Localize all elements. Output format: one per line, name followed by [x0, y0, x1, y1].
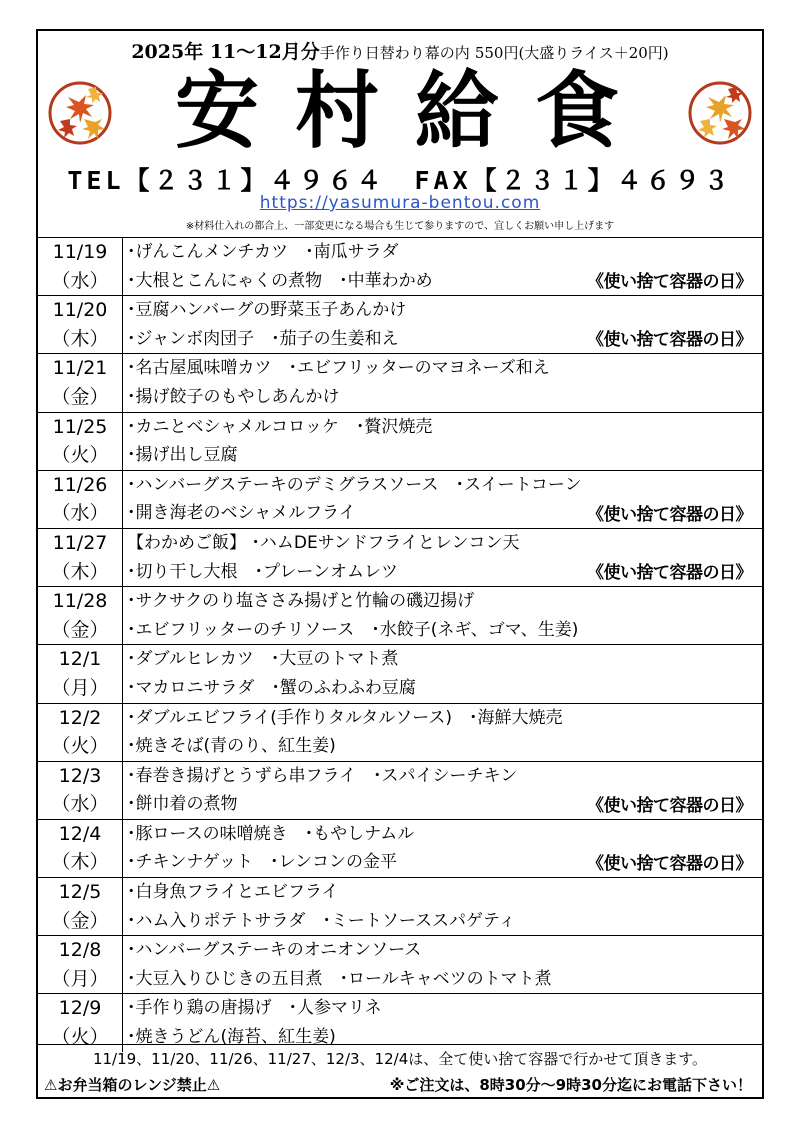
- disposable-container-badge: 《使い捨て容器の日》: [587, 795, 752, 816]
- menu-row: [38, 238, 762, 296]
- menu-sheet: [36, 29, 764, 1099]
- date-cell: [38, 994, 123, 1052]
- menu-item-line: ･マカロニサラダ ･蟹のふわふわ豆腐: [127, 677, 416, 698]
- disposable-container-badge: 《使い捨て容器の日》: [587, 504, 752, 525]
- menu-row: [38, 645, 762, 703]
- items-cell: [123, 819, 763, 877]
- menu-item-line: ･大根とこんにゃくの煮物 ･中華わかめ: [127, 270, 433, 291]
- menu-row: [38, 761, 762, 819]
- menu-item-line: ･開き海老のベシャメルフライ: [127, 503, 356, 524]
- date-cell: [38, 819, 123, 877]
- menu-item-line: ･揚げ出し豆腐: [127, 445, 238, 466]
- menu-item-line: ･焼きうどん(海苔、紅生姜): [127, 1027, 336, 1048]
- menu-weekday: （水）: [51, 502, 109, 525]
- menu-row: [38, 819, 762, 877]
- menu-item-line: 【わかめご飯】 ･ハムDEサンドフライとレンコン天: [127, 532, 520, 553]
- menu-item-line: ･ハム入りポテトサラダ ･ミートソーススパゲティ: [127, 910, 516, 931]
- items-cell: [123, 587, 763, 645]
- disposable-container-badge: 《使い捨て容器の日》: [587, 563, 752, 584]
- disposable-container-badge: 《使い捨て容器の日》: [587, 330, 752, 351]
- menu-date: 12/1: [58, 648, 102, 671]
- menu-date: 12/2: [58, 706, 102, 729]
- items-cell: [123, 354, 763, 412]
- menu-item-line: ･切り干し大根 ･プレーンオムレツ: [127, 561, 398, 582]
- date-cell: [38, 587, 123, 645]
- period-line: [38, 37, 762, 64]
- menu-row: [38, 936, 762, 994]
- items-cell: [123, 703, 763, 761]
- menu-item-line: ･焼きそば(青のり、紅生姜): [127, 736, 336, 757]
- items-cell: [123, 412, 763, 470]
- menu-weekday: （水）: [51, 793, 109, 816]
- menu-weekday: （月）: [51, 676, 109, 699]
- order-note: ※ご注文は、8時30分～9時30分迄にお電話下さい！: [389, 1076, 752, 1094]
- date-cell: [38, 238, 123, 296]
- microwave-warning: ⚠お弁当箱のレンジ禁止⚠: [44, 1076, 221, 1094]
- menu-weekday: （火）: [51, 1026, 109, 1049]
- period: 2025年 11～12月分: [131, 41, 320, 63]
- menu-item-line: ･エビフリッターのチリソース ･水餃子(ネギ、ゴマ、生姜): [127, 619, 579, 640]
- price: 550円(大盛りライス＋20円): [474, 44, 669, 62]
- items-cell: [123, 936, 763, 994]
- menu-row: [38, 354, 762, 412]
- menu-date: 12/5: [58, 881, 102, 904]
- menu-item-line: ･ハンバーグステーキのデミグラスソース ･スイートコーン: [127, 474, 582, 495]
- menu-weekday: （金）: [51, 618, 109, 641]
- disposable-dates-note: 11/19、11/20、11/26、11/27、12/3、12/4は、全て使い捨て容器で行かせて頂きます。: [38, 1044, 762, 1073]
- website-link[interactable]: https://yasumura-bentou.com: [259, 193, 541, 213]
- menu-item-line: ･大豆入りひじきの五目煮 ･ロールキャベツのトマト煮: [127, 968, 552, 989]
- menu-row: [38, 878, 762, 936]
- menu-item-line: ･白身魚フライとエビフライ: [127, 882, 339, 903]
- date-cell: [38, 878, 123, 936]
- menu-date: 12/8: [58, 939, 102, 962]
- header: [38, 31, 762, 236]
- menu-weekday: （金）: [51, 385, 109, 408]
- menu-weekday: （金）: [51, 909, 109, 932]
- date-cell: [38, 936, 123, 994]
- menu-row: [38, 296, 762, 354]
- items-cell: [123, 761, 763, 819]
- menu-row: [38, 528, 762, 586]
- menu-table: [38, 237, 762, 1052]
- date-cell: [38, 296, 123, 354]
- page-title: 安村給食: [174, 61, 655, 160]
- date-cell: [38, 412, 123, 470]
- menu-weekday: （木）: [51, 851, 109, 874]
- menu-row: [38, 470, 762, 528]
- menu-weekday: （月）: [51, 967, 109, 990]
- menu-row: [38, 703, 762, 761]
- menu-date: 12/9: [58, 997, 102, 1020]
- menu-item-line: ･手作り鶏の唐揚げ ･人参マリネ: [127, 998, 382, 1019]
- menu-date: 11/26: [52, 473, 108, 496]
- menu-row: [38, 412, 762, 470]
- menu-item-line: ･豚ロースの味噌焼き ･もやしナムル: [127, 823, 415, 844]
- menu-item-line: ･名古屋風味噌カツ ･エビフリッターのマヨネーズ和え: [127, 358, 550, 379]
- menu-date: 11/21: [52, 357, 108, 380]
- date-cell: [38, 703, 123, 761]
- subtitle: 手作り日替わり幕の内: [319, 44, 470, 62]
- menu-date: 11/27: [52, 531, 108, 554]
- menu-date: 11/20: [52, 299, 108, 322]
- date-cell: [38, 528, 123, 586]
- items-cell: [123, 296, 763, 354]
- menu-item-line: ･ハンバーグステーキのオニオンソース: [127, 940, 422, 961]
- menu-weekday: （火）: [51, 735, 109, 758]
- items-cell: [123, 470, 763, 528]
- phone-fax: TEL【２３１】４９６４ FAX【２３１】４６９３: [67, 166, 733, 195]
- menu-weekday: （水）: [51, 269, 109, 292]
- menu-date: 11/28: [52, 590, 108, 613]
- items-cell: [123, 528, 763, 586]
- menu-date: 11/19: [52, 241, 108, 263]
- menu-item-line: ･揚げ餃子のもやしあんかけ: [127, 386, 340, 407]
- menu-item-line: ･げんこんメンチカツ ･南瓜サラダ: [127, 242, 399, 262]
- menu-row: [38, 587, 762, 645]
- items-cell: [123, 878, 763, 936]
- menu-date: 12/3: [58, 764, 102, 787]
- menu-item-line: ･春巻き揚げとうずら串フライ ･スパイシーチキン: [127, 765, 518, 786]
- menu-item-line: ･チキンナゲット ･レンコンの金平: [127, 852, 398, 873]
- disposable-container-badge: 《使い捨て容器の日》: [587, 272, 752, 293]
- menu-item-line: ･サクサクのり塩ささみ揚げと竹輪の磯辺揚げ: [127, 591, 475, 612]
- menu-weekday: （木）: [51, 327, 109, 350]
- date-cell: [38, 470, 123, 528]
- menu-item-line: ･ジャンボ肉団子 ･茄子の生姜和え: [127, 328, 399, 349]
- menu-item-line: ･ダブルエビフライ(手作りタルタルソース) ･海鮮大焼売: [127, 707, 563, 728]
- footer-notes: [38, 1072, 762, 1099]
- date-cell: [38, 354, 123, 412]
- menu-item-line: ･餅巾着の煮物: [127, 794, 238, 815]
- notice: ※材料仕入れの都合上、一部変更になる場合も生じて参りますので、宜しくお願い申し上げます: [185, 221, 615, 232]
- date-cell: [38, 761, 123, 819]
- menu-item-line: ･ダブルヒレカツ ･大豆のトマト煮: [127, 649, 399, 670]
- items-cell: [123, 994, 763, 1052]
- menu-date: 12/4: [58, 822, 102, 845]
- menu-weekday: （木）: [51, 560, 109, 583]
- date-cell: [38, 645, 123, 703]
- menu-date: 11/25: [52, 415, 108, 438]
- items-cell: [123, 238, 763, 296]
- menu-weekday: （火）: [51, 444, 109, 467]
- menu-item-line: ･豆腐ハンバーグの野菜玉子あんかけ: [127, 300, 407, 321]
- disposable-container-badge: 《使い捨て容器の日》: [587, 854, 752, 875]
- items-cell: [123, 645, 763, 703]
- menu-item-line: ･カニとベシャメルコロッケ ･贅沢焼売: [127, 416, 433, 437]
- menu-row: [38, 994, 762, 1052]
- website-link-row: [38, 193, 762, 213]
